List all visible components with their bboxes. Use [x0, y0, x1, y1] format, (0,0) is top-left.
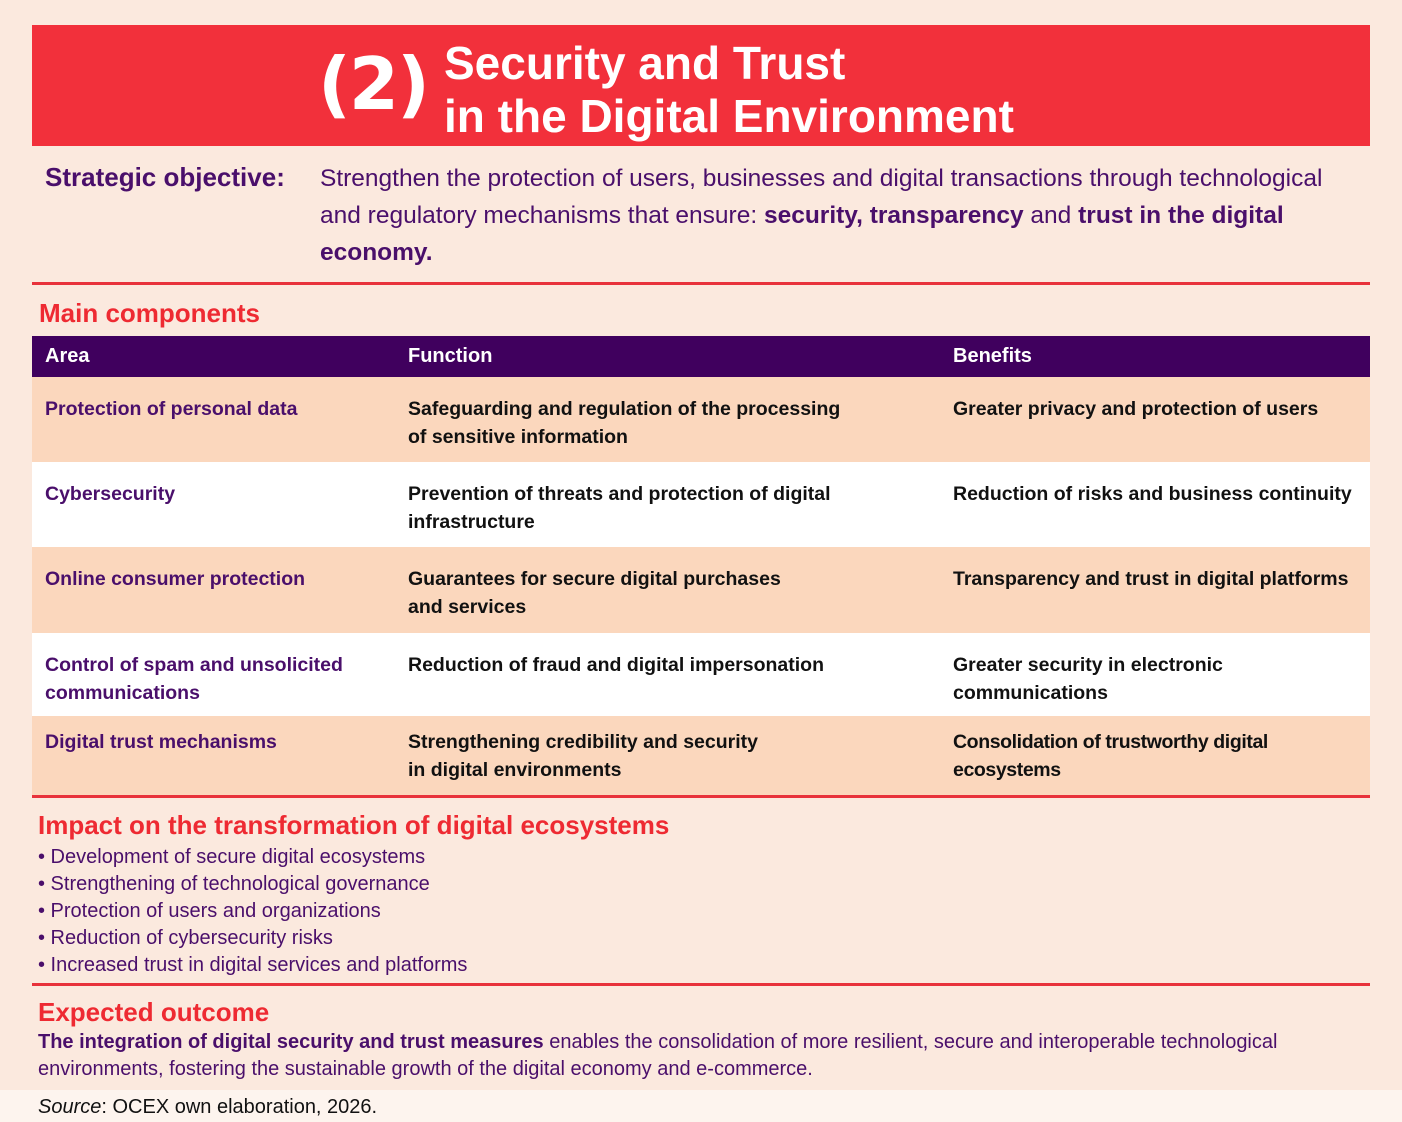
table-row: [32, 462, 1370, 547]
objective-label: Strategic objective:: [45, 162, 285, 192]
header-benefits: Benefits: [940, 336, 1370, 377]
section-number: (2): [318, 42, 428, 126]
list-item: • Reduction of cybersecurity risks: [38, 927, 333, 949]
list-item: • Development of secure digital ecosystems: [38, 846, 426, 868]
divider: [32, 983, 1370, 986]
cell-benefits: Reduction of risks and business continuity: [940, 462, 1370, 547]
source-text: : OCEX own elaboration, 2026.: [101, 1096, 378, 1118]
cell-area: Cybersecurity: [32, 462, 395, 547]
objective-bold-2: trust in the digital economy.: [320, 202, 1284, 266]
impact-heading: Impact on the transformation of digital ecosystems: [38, 810, 670, 840]
source-label: Source: [38, 1096, 102, 1118]
title-line-1: Security and Trust: [444, 37, 846, 89]
table-row: [32, 716, 1370, 796]
outcome-text: [38, 1029, 1358, 1083]
header-area: Area: [32, 336, 395, 377]
cell-benefits: Transparency and trust in digital platforms: [940, 547, 1370, 633]
cell-function: Reduction of fraud and digital impersonation: [395, 633, 940, 716]
divider: [32, 282, 1370, 285]
page-title: [444, 37, 1014, 143]
title-line-2: in the Digital Environment: [444, 90, 1014, 142]
list-item: • Protection of users and organizations: [38, 900, 381, 922]
divider: [32, 795, 1370, 798]
source-note: [38, 1096, 377, 1119]
cell-function: Strengthening credibility and security in digital environments: [395, 716, 940, 796]
components-heading: Main components: [39, 298, 261, 328]
table-row: [32, 633, 1370, 716]
components-table: [32, 336, 1370, 796]
cell-function: Prevention of threats and protection of digital infrastructure: [395, 462, 940, 547]
impact-list: [38, 844, 467, 979]
outcome-heading: Expected outcome: [38, 997, 270, 1027]
cell-benefits: Greater privacy and protection of users: [940, 377, 1370, 462]
objective-text: [320, 160, 1360, 271]
list-item: • Increased trust in digital services and platforms: [38, 954, 468, 976]
objective-intro: Strengthen the protection of users, businesses and digital transactions through technological and regulatory mechanisms that ensure:: [320, 165, 1323, 229]
cell-function: Guarantees for secure digital purchases and services: [395, 547, 940, 633]
cell-benefits: Greater security in electronic communications: [940, 633, 1370, 716]
table-row: [32, 377, 1370, 462]
cell-function: Safeguarding and regulation of the processing of sensitive information: [395, 377, 940, 462]
list-item: • Strengthening of technological governance: [38, 873, 430, 895]
cell-area: Digital trust mechanisms: [32, 716, 395, 796]
outcome-body: enables the consolidation of more resilient, secure and interoperable technological environments, fostering the sustainable growth of the digital economy and e-commerce.: [38, 1031, 1278, 1080]
objective-and: and: [1023, 202, 1079, 229]
table-header-row: [32, 336, 1370, 377]
cell-area: Protection of personal data: [32, 377, 395, 462]
title-banner: [32, 25, 1370, 146]
objective-bold-1: security, transparency: [763, 202, 1024, 229]
cell-benefits: Consolidation of trustworthy digital ecosystems: [940, 716, 1370, 796]
table-row: [32, 547, 1370, 633]
cell-area: Control of spam and unsolicited communications: [32, 633, 395, 716]
outcome-bold: The integration of digital security and trust measures: [38, 1031, 544, 1053]
cell-area: Online consumer protection: [32, 547, 395, 633]
header-function: Function: [395, 336, 940, 377]
